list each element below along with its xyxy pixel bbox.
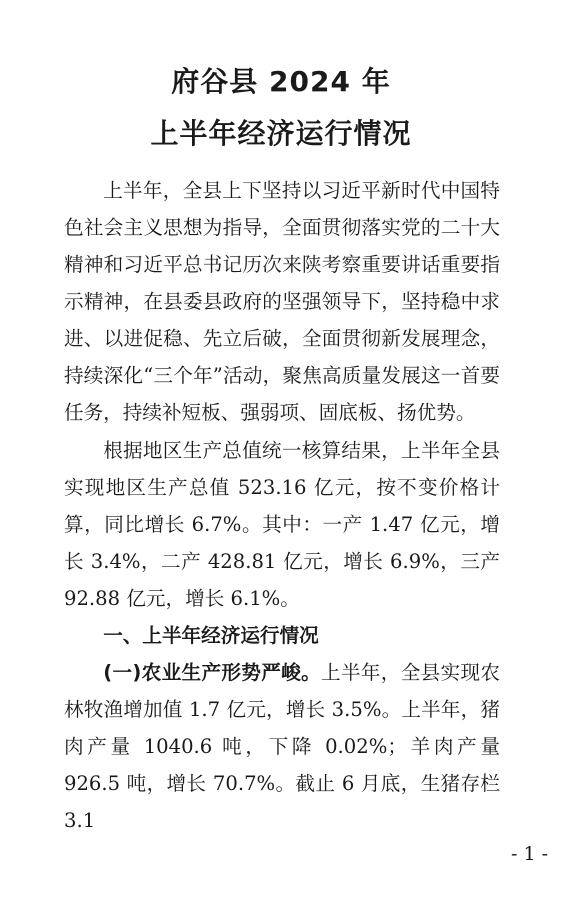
paragraph-agriculture-text: 上半年，全县实现农林牧渔增加值 1.7 亿元，增长 3.5%。上半年，猪肉产量 1040.6 吨，下降 0.02%；羊肉产量 926.5 吨，增长 70.7%。截止 6 月底，生猪存栏 3.1 xyxy=(64,661,501,832)
document-title-line-1: 府谷县 2024 年 xyxy=(171,65,391,98)
paragraph-gdp: 根据地区生产总值统一核算结果，上半年全县实现地区生产总值 523.16 亿元，按不变价格计算，同比增长 6.7%。其中：一产 1.47 亿元，增长 3.4%，二产 428.81 亿元，增长 6.9%，三产 92.88 亿元，增长 6.1%。 xyxy=(64,439,500,610)
paragraph-intro: 上半年，全县上下坚持以习近平新时代中国特色社会主义思想为指导，全面贯彻落实党的二十大精神和习近平总书记历次来陕考察重要讲话重要指示精神，在县委县政府的坚强领导下，坚持稳中求进、以进促稳、先立后破，全面贯彻新发展理念，持续深化“三个年”活动，聚焦高质量发展这一首要任务，持续补短板、强弱项、固底板、扬优势。 xyxy=(64,179,500,424)
paragraph-agriculture-lead: (一)农业生产形势严峻。 xyxy=(103,661,322,684)
document-title-line-2: 上半年经济运行情况 xyxy=(150,117,412,150)
document-body xyxy=(64,172,500,839)
paragraph-agriculture xyxy=(64,654,500,839)
page-number: - 1 - xyxy=(510,843,548,865)
section-heading: 一、上半年经济运行情况 xyxy=(103,624,319,647)
